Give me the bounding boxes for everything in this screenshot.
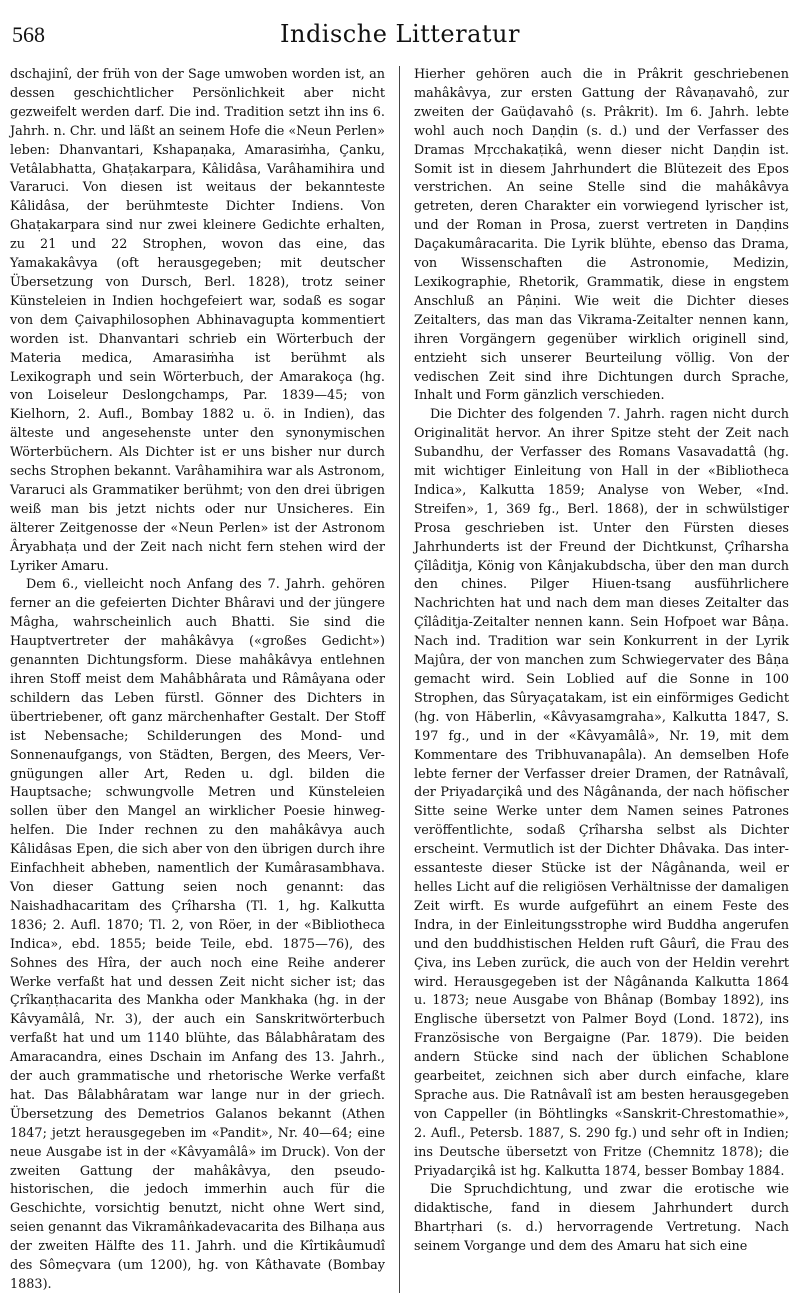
paragraph: Hierher gehören auch die in Prâkrit geschriebenen mahâkâvya, zur ersten Gattung der Râvaṇavahô, zur zweiten der Gaüḍavahô (s. Prâkrit). Im 6. Jahrh. lebte wohl auch noch Daṇḍin (s. d.) und der Verfasser des Dramas Mṛcchakaṭikâ, wenn dieser nicht Daṇḍin ist. Somit ist in diesem Jahrhundert die Blütezeit des Epos verstrichen. An seine Stelle sind die mahâkâvya getreten, deren Charakter ein vorwiegend lyrischer ist, und der Roman in Prosa, zuerst vertreten in Daṇḍins Daçakumâracarita. Die Lyrik blühte, ebenso das Drama, von Wissenschaften die Astronomie, Medizin, Lexikographie, Rhetorik, Grammatik, diese in engstem Anschluß an Pâṇini. Wie weit die Dichter dieses Zeitalters, das man das Vikrama-Zeitalter nennen kann, ihren Vorgängern gegenüber wirklich originell sind, entzieht sich unserer Beurteilung völlig. Von der vedischen Zeit sind ihre Dichtungen durch Sprache, Inhalt und Form gänzlich verschieden. (414, 67, 789, 404)
paragraph: Dem 6., vielleicht noch Anfang des 7. Jahrh. gehören ferner an die gefeierten Dichter Bhâravi und der jüngere Mâgha, wahrscheinlich auch Bhatti. Sie sind die Hauptvertreter der mahâkâvya («großes Gedicht») genannten Dichtungsform. Diese mahâkâvya entlehnen ihren Stoff meist dem Mahâbhârata und Râmâyana oder schildern das Leben fürstl. Gönner des Dichters in übertriebener, oft ganz märchenhafter Gestalt. Der Stoff ist Nebensache; Schilderungen des Mond- und Sonnenaufgangs, von Städten, Bergen, des Meers, Vergnügungen aller Art, Reden u. dgl. bilden die Hauptsache; schwungvolle Metren und Künsteleien sollen über den Mangel an wirklicher Poesie hinweghelfen. Die Inder rechnen zu den mahâkâvya auch Kâlidâsas Epen, die sich aber von den übrigen durch ihre Einfachheit abheben, namentlich der Kumârasambhava. Von dieser Gattung seien noch genannt: das Naishadhacaritam des Çrîharsha (Tl. 1, hg. Kalkutta 1836; 2. Aufl. 1870; Tl. 2, von Röer, in der «Bibliotheca Indica», ebd. 1855; beide Teile, ebd. 1875—76), des Sohnes des Hîra, der auch noch eine Reihe anderer Werke verfaßt hat und dessen Zeit nicht sicher ist; das Çrîkaṇṭhacarita des Mankha oder Mankhaka (hg. in der Kâvyamâlâ, Nr. 3), der auch ein Sanskritwörterbuch verfaßt hat und um 1140 blühte, das Bâlabhâratam des Amaracandra, eines Dschain im Anfang des 13. Jahrh., der auch grammatische und rhetorische Werke verfaßt hat. Das Bâlabhâratam war lange nur in der griech. Übersetzung des Demetrios Galanos bekannt (Athen 1847; jetzt herausgegeben im «Pandit», Nr. 40—64; eine neue Ausgabe ist in der «Kâvyamâlâ» im Druck). Von der zweiten Gattung der mahâkâvya, den pseudo-historischen, die jedoch immerhin auch für die Geschichte, vorsichtig benutzt, nicht ohne Wert sind, seien genannt das Vikramâṅkadevacarita des Bilhaṇa aus der zweiten Hälfte des 11. Jahrh. und die Kîrtikâumudî des Sômeçvara (um 1200), hg. von Kâthavate (Bombay 1883). (10, 577, 385, 1292)
paragraph: dschajinî, der früh von der Sage umwoben worden ist, an dessen geschichtlicher Persönlichkeit aber nicht gezweifelt werden darf. Die ind. Tradition setzt ihn ins 6. Jahrh. n. Chr. und läßt an seinem Hofe die «Neun Perlen» leben: Dhanvantari, Kshapaṇaka, Amarasiṁha, Çanku, Vetâlabhatta, Ghaṭakarpara, Kâlidâsa, Varâhamihira und Vararuci. Von diesen ist weitaus der bekannteste Kâlidâsa, der berühmteste Dichter Indiens. Von Ghaṭakarpara sind nur zwei kleinere Gedichte erhalten, zu 21 und 22 Strophen, wovon das eine, das Yamakakâvya (oft herausgegeben; mit deutscher Übersetzung von Dursch, Berl. 1828), trotz seiner Künsteleien in Indien hochgefeiert war, sodaß es sogar von dem Çaivaphilosophen Abhinavagupta kommentiert worden ist. Dhanvantari schrieb ein Wörterbuch der Materia medica, Amarasiṁha ist berühmt als Lexikograph und sein Wörterbuch, der Amarakoça (hg. von Loiseleur Deslongchamps, Par. 1839—45; von Kielhorn, 2. Aufl., Bombay 1882 u. ö. in Indien), das älteste und angesehenste unter den synonymischen Wörterbüchern. Als Dichter ist er uns bisher nur durch sechs Strophen bekannt. Varâhamihira war als Astronom, Vararuci als Grammatiker berühmt; von den drei übrigen weiß man bis jetzt nichts oder nur Unsicheres. Ein älterer Zeitgenosse der «Neun Perlen» ist der Astronom Âryabhaṭa und der Zeit nach nicht fern stehen wird der Lyriker Amaru. (10, 67, 385, 574)
page-header (10, 8, 790, 58)
paragraph: Die Dichter des folgenden 7. Jahrh. ragen nicht durch Originalität hervor. An ihrer Spitze steht der Zeit nach Subandhu, der Verfasser des Romans Vasavadattâ (hg. mit wichtiger Einleitung von Hall in der «Bibliotheca Indica», Kalkutta 1859; Analyse von Weber, «Ind. Streifen», 1, 369 fg., Berl. 1868), der in schwülstiger Prosa geschrieben ist. Unter den Fürsten dieses Jahrhunderts ist der Freund der Dichtkunst, Çrîharsha Çîlâditja, König von Kânjakubdscha, über den man durch den chines. Pilger Hiuen-tsang ausführlichere Nachrichten hat und nach dem man dieses Zeitalter das Çîlâditja-Zeitalter nennen kann. Sein Hofpoet war Bâṇa. Nach ind. Tradition war sein Konkurrent in der Lyrik Majûra, der von manchen zum Schwiegervater des Bâṇa gemacht wird. Sein Loblied auf die Sonne in 100 Strophen, das Sûryaçatakam, ist ein einförmiges Gedicht (hg. von Häberlin, «Kâvyasamgraha», Kalkutta 1847, S. 197 fg., und in der «Kâvyamâlâ», Nr. 19, mit dem Kommentare des Tribhuvanapâla). An demselben Hofe lebte ferner der Verfasser dreier Dramen, der Ratnâvalî, der Priyadarçikâ und des Nâgânanda, der nach höfischer Sitte seine Werke unter dem Namen seines Patrones veröffentlichte, sodaß Çrîharsha selbst als Dichter erscheint. Vermutlich ist der Dichter Dhâvaka. Das interessanteste dieser Stücke ist der Nâgânanda, weil er helles Licht auf die religiösen Verhältnisse der damaligen Zeit wirft. Es wurde aufgeführt an einem Feste des Indra, in der Einleitungsstrophe wird Buddha angerufen und den buddhistischen Helden ruft Gâurî, die Frau des Çiva, ins Leben zurück, die auch von der Heldin verehrt wird. Herausgegeben ist der Nâgânanda Kalkutta 1864 u. 1873; neue Ausgabe von Bhânap (Bombay 1892), ins Englische übersetzt von Palmer Boyd (Lond. 1872), ins Französische von Bergaigne (Par. 1879). Die beiden andern Stücke sind nach der üblichen Schablone gearbeitet, zeichnen sich aber durch einfache, klare Sprache aus. Die Ratnâvalî ist am besten herausgegeben von Cappeller (in Böhtlingks «Sanskrit-Chrestomathie», 2. Aufl., Petersb. 1887, S. 290 fg.) und sehr oft in Indien; ins Deutsche übersetzt von Fritze (Chemnitz 1878); die Priyadarçikâ ist hg. Kalkutta 1874, besser Bombay 1884. (414, 407, 789, 1179)
page-number: 568 (12, 22, 45, 47)
paragraph: Die Spruchdichtung, und zwar die erotische wie didaktische, fand in diesem Jahrhundert durch Bhartṛhari (s. d.) hervorragende Vertretung. Nach seinem Vorgange und dem des Amaru hat sich eine (414, 1182, 789, 1255)
left-column (10, 66, 385, 1295)
column-divider (399, 66, 400, 1293)
running-title: Indische Litteratur (280, 20, 520, 48)
right-column (414, 66, 789, 1295)
